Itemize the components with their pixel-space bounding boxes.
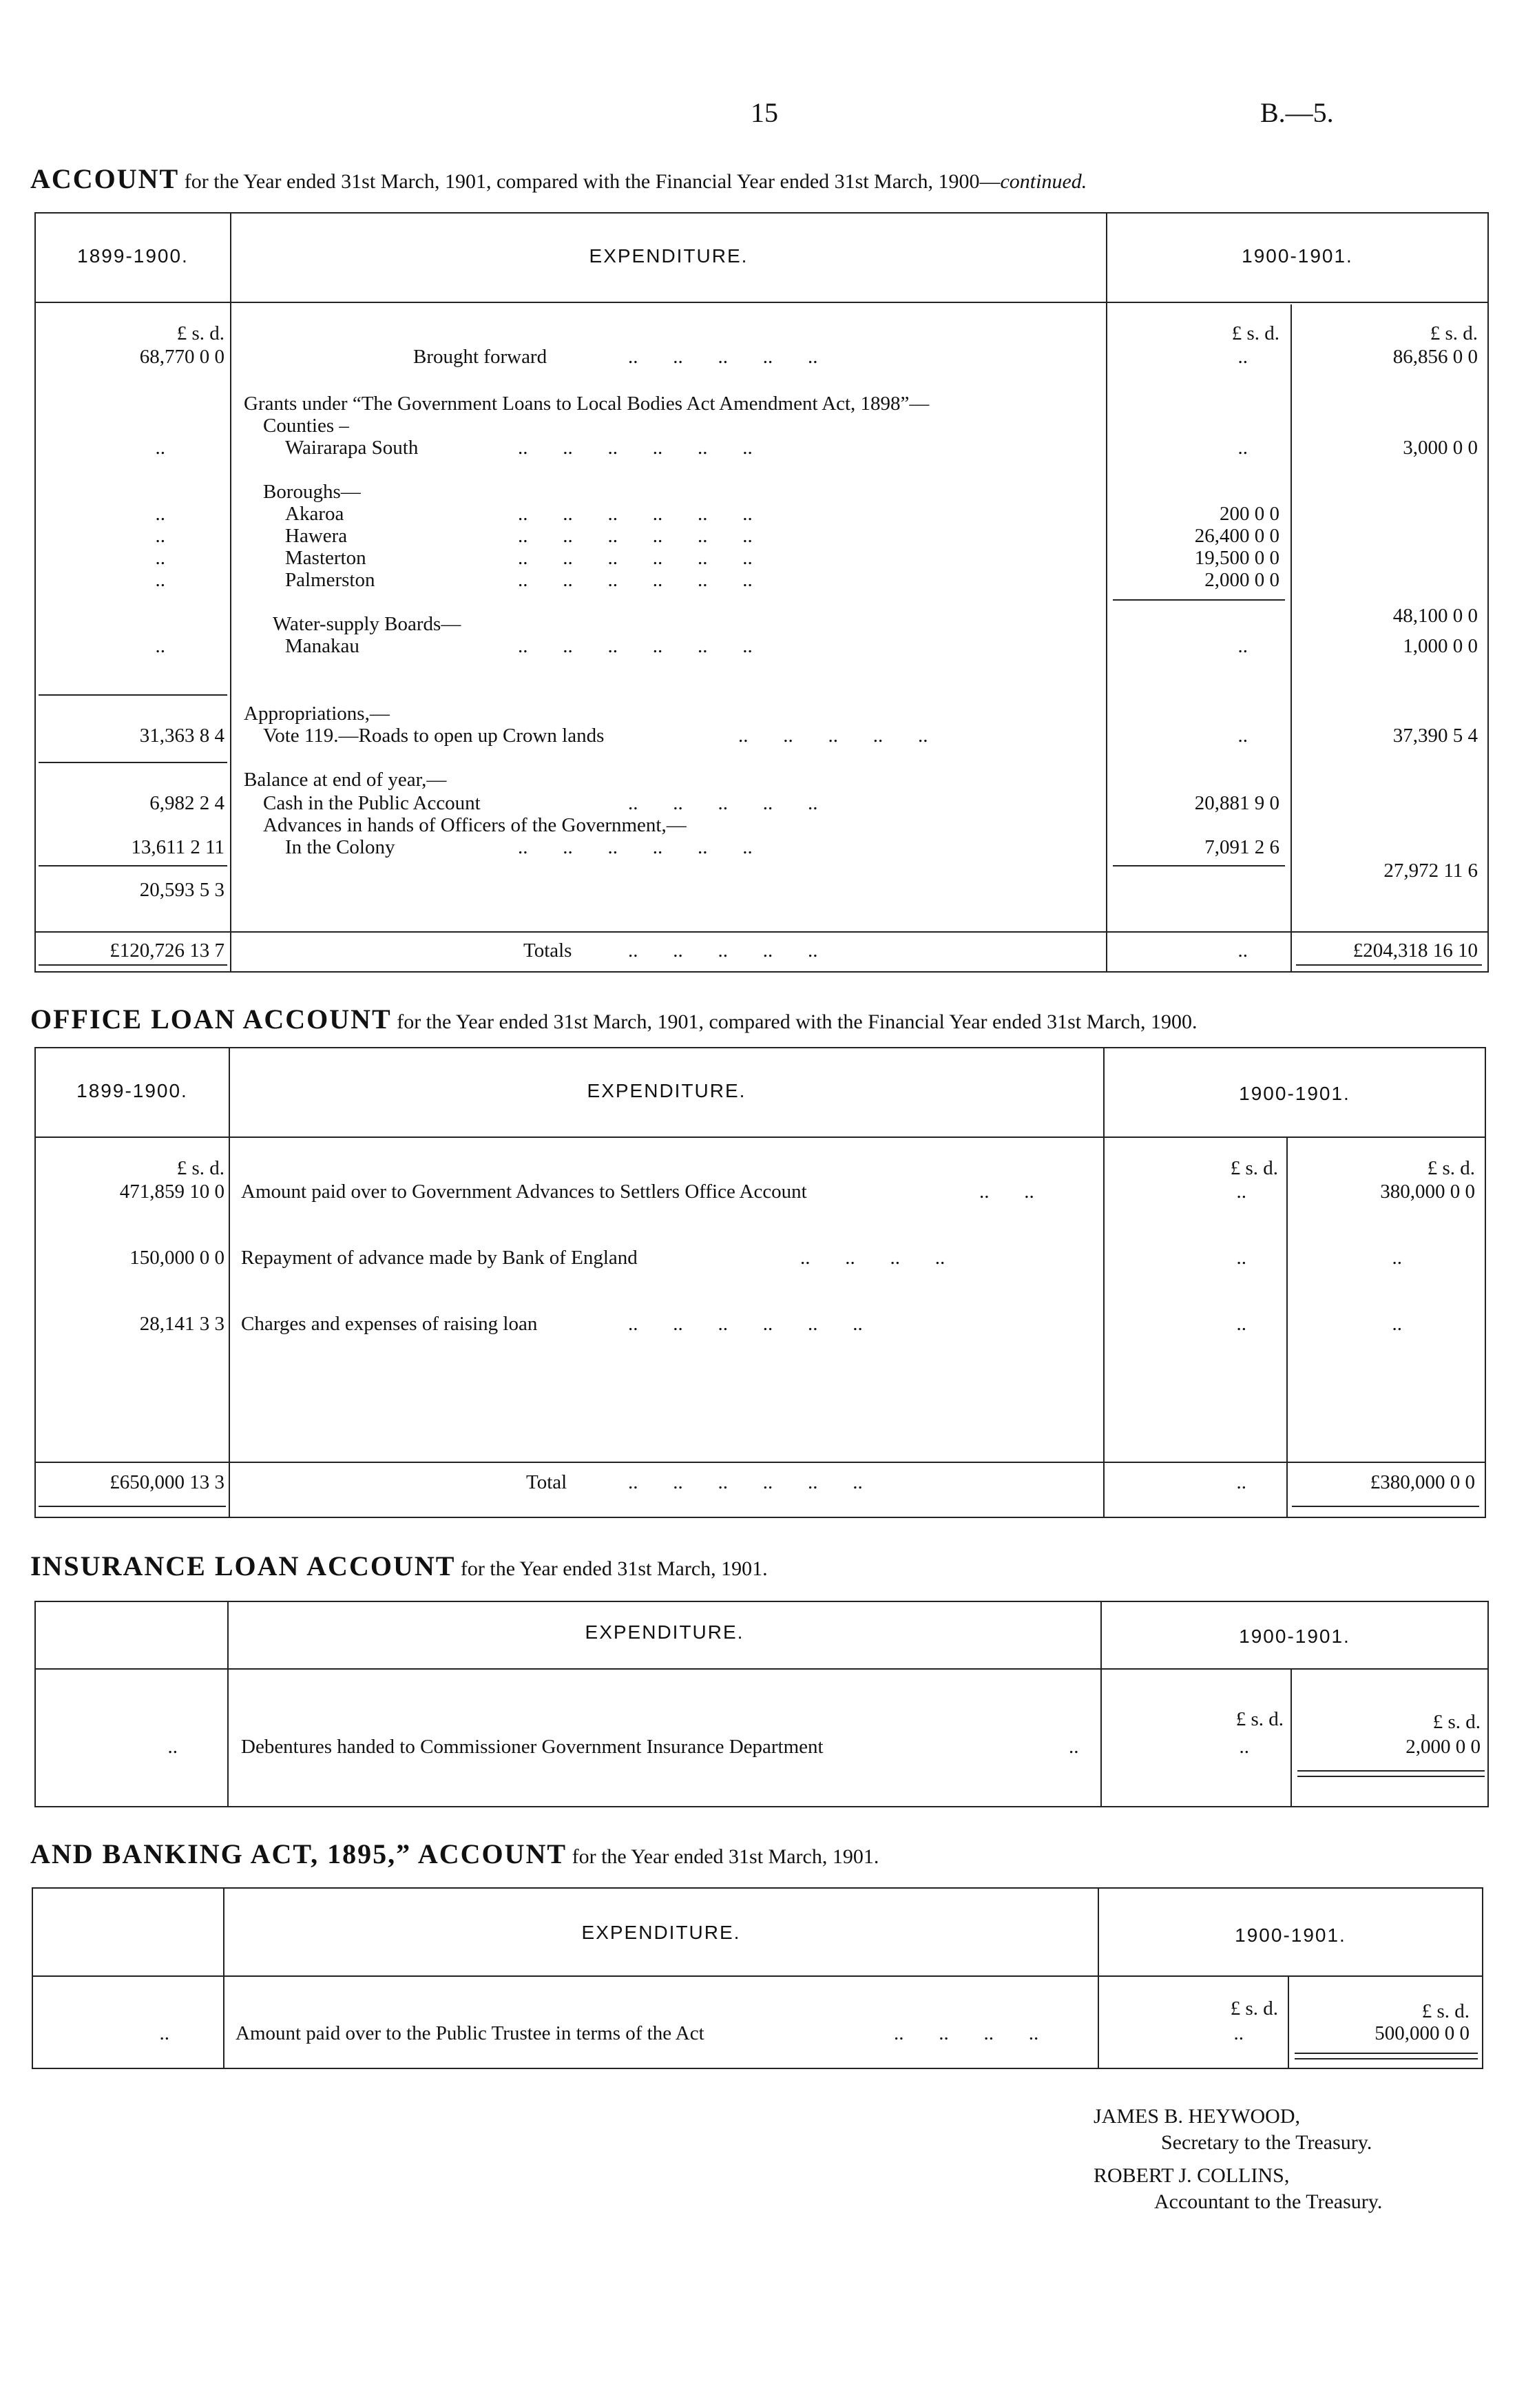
prev-charges-raising-loan: 28,141 3 3 (139, 1313, 224, 1335)
prev-palmerston: .. (155, 569, 165, 591)
a-hawera: 26,400 0 0 (1194, 525, 1279, 547)
desc-masterton: Masterton (285, 547, 366, 569)
col-header-1900-1901: 1900-1901. (1239, 1626, 1350, 1647)
col-header-1900-1901: 1900-1901. (1235, 1924, 1346, 1946)
a-public-trustee: .. (1233, 2022, 1244, 2044)
b-total: £380,000 0 0 (1370, 1471, 1475, 1493)
desc-advances-officers: Advances in hands of Officers of the Government,— (263, 814, 687, 836)
desc-palmerston: Palmerston (285, 569, 375, 591)
b-debentures: 2,000 0 0 (1405, 1736, 1481, 1758)
account1-title: ACCOUNT for the Year ended 31st March, 1901, compared with the Financial Year ended 31st March, 1900—continued. (30, 163, 1087, 194)
desc-water-supply: Water-supply Boards— (273, 613, 461, 635)
a-totals: .. (1237, 940, 1248, 962)
prev-brought-forward: 68,770 0 0 (139, 346, 224, 368)
signature-name-2: ROBERT J. COLLINS, (1094, 2164, 1290, 2187)
a-advances-settlers: .. (1236, 1181, 1246, 1203)
col-header-expenditure: EXPENDITURE. (585, 1621, 744, 1643)
b-advances-settlers: 380,000 0 0 (1380, 1181, 1475, 1203)
desc-balance: Balance at end of year,— (244, 769, 447, 791)
a-charges-raising-loan: .. (1236, 1313, 1246, 1335)
prev-bank-of-england: 150,000 0 0 (129, 1247, 224, 1269)
account3-title: INSURANCE LOAN ACCOUNT for the Year ended 31st March, 1901. (30, 1550, 768, 1581)
desc-akaroa: Akaroa (285, 503, 344, 525)
a-manakau: .. (1237, 635, 1248, 657)
b-brought-forward: 86,856 0 0 (1392, 346, 1478, 368)
desc-brought-forward: Brought forward (413, 346, 547, 368)
a-total: .. (1236, 1471, 1246, 1493)
unit-a: £ s. d. (1231, 322, 1279, 344)
b-boroughs-total: 48,100 0 0 (1392, 605, 1478, 627)
col-header-1899-1900: 1899-1900. (76, 1080, 188, 1101)
desc-advances-settlers: Amount paid over to Government Advances to Settlers Office Account (241, 1181, 807, 1203)
desc-vote-119: Vote 119.—Roads to open up Crown lands (263, 725, 605, 747)
account2-table: 1899-1900. EXPENDITURE. 1900-1901. £ s. d. £ s. d. £ s. d. 471,859 10 0 Amount paid over to Government Advances to Settlers Office Account .. .. .. 380,000 0 0 150,000 0 0 Repayment of advance made by Bank of England .. .. .. .. .. .. 28,141 3 3 Charges and expenses of raising loan .. .. .. .. .. .. .. .. £650,000 13 3 Total .. .. .. .. .. .. .. £380,000 0 0 (34, 1047, 1486, 1518)
desc-wairarapa: Wairarapa South (285, 437, 419, 459)
unit-prev: £ s. d. (176, 1157, 224, 1179)
col-header-expenditure: EXPENDITURE. (587, 1080, 746, 1101)
account1-table: 1899-1900. EXPENDITURE. 1900-1901. £ s. d. £ s. d. £ s. d. 68,770 0 0 Brought forward .. .. .. .. .. .. 86,856 0 0 Grants under “The Government Loans to Local Bodies Act Amendment Act, 1898”— Counties – .. Wairarapa South .. .. .. .. .. .. .. 3,000 0 0 Boroughs— .. Akaroa .. .. .. .. .. .. 200 0 0 .. Hawera .. .. .. .. .. .. 26,400 0 0 .. Masterton .. .. .. .. .. .. 19,500 0 0 .. Palmerston .. .. .. .. .. .. 2,000 0 0 48,100 0 0 Water-supply Boards— .. Manakau .. .. .. .. .. .. .. 1,000 0 0 Appropriations,— 31,363 8 4 Vote 119.—Roads to open up Crown lands .. .. .. .. .. .. 37,390 5 4 Balance at end of year,— 6,982 2 4 Cash in the Public Account .. .. .. .. .. 20,881 9 0 Advances in hands of Officers of the Government,— 13,611 2 11 In the Colony .. .. .. .. .. .. 7,091 2 6 27,972 11 6 20,593 5 3 £120,726 13 7 Totals .. .. .. .. .. .. £204,318 16 10 (34, 212, 1489, 973)
a-brought-forward: .. (1237, 346, 1248, 368)
page-number: 15 (751, 97, 778, 128)
a-vote-119: .. (1237, 725, 1248, 747)
signature-role-1: Secretary to the Treasury. (1161, 2131, 1372, 2154)
col-header-1900-1901: 1900-1901. (1242, 245, 1353, 267)
col-header-1899-1900: 1899-1900. (77, 245, 189, 267)
prev-total: £650,000 13 3 (109, 1471, 224, 1493)
unit-a: £ s. d. (1230, 1157, 1278, 1179)
a-bank-of-england: .. (1236, 1247, 1246, 1269)
prev-advances-settlers: 471,859 10 0 (119, 1181, 224, 1203)
a-masterton: 19,500 0 0 (1194, 547, 1279, 569)
desc-charges-raising-loan: Charges and expenses of raising loan (241, 1313, 538, 1335)
account2-title: OFFICE LOAN ACCOUNT for the Year ended 31st March, 1901, compared with the Financial Year ended 31st March, 1900. (30, 1004, 1198, 1035)
prev-wairarapa: .. (155, 437, 165, 459)
col-header-1900-1901: 1900-1901. (1239, 1083, 1350, 1104)
unit-a: £ s. d. (1230, 1997, 1278, 2020)
b-wairarapa: 3,000 0 0 (1403, 437, 1478, 459)
desc-bank-of-england: Repayment of advance made by Bank of England (241, 1247, 638, 1269)
prev-totals: £120,726 13 7 (109, 940, 224, 962)
desc-total: Total (526, 1471, 567, 1493)
unit-prev: £ s. d. (176, 322, 224, 344)
prev-masterton: .. (155, 547, 165, 569)
desc-hawera: Hawera (285, 525, 348, 547)
a-akaroa: 200 0 0 (1220, 503, 1279, 525)
a-wairarapa: .. (1237, 437, 1248, 459)
a-cash-public-account: 20,881 9 0 (1194, 792, 1279, 814)
desc-boroughs: Boroughs— (263, 481, 361, 503)
prev-debentures: .. (167, 1736, 178, 1758)
desc-appropriations: Appropriations,— (244, 703, 390, 725)
unit-b: £ s. d. (1421, 2000, 1470, 2022)
b-balance-total: 27,972 11 6 (1383, 860, 1478, 882)
prev-balance-total: 20,593 5 3 (139, 879, 224, 901)
account4-table: EXPENDITURE. 1900-1901. £ s. d. £ s. d. .. Amount paid over to the Public Trustee in terms of the Act .. .. .. .. .. 500,000 0 0 (32, 1887, 1483, 2069)
desc-debentures: Debentures handed to Commissioner Government Insurance Department (241, 1736, 824, 1758)
a-debentures: .. (1239, 1736, 1249, 1758)
prev-akaroa: .. (155, 503, 165, 525)
col-header-expenditure: EXPENDITURE. (589, 245, 749, 267)
prev-hawera: .. (155, 525, 165, 547)
signature-name-1: JAMES B. HEYWOOD, (1094, 2105, 1300, 2128)
unit-a: £ s. d. (1235, 1708, 1284, 1730)
b-manakau: 1,000 0 0 (1403, 635, 1478, 657)
col-header-expenditure: EXPENDITURE. (581, 1922, 741, 1943)
a-in-the-colony: 7,091 2 6 (1204, 836, 1279, 858)
prev-cash-public-account: 6,982 2 4 (149, 792, 224, 814)
prev-in-the-colony: 13,611 2 11 (131, 836, 224, 858)
unit-b: £ s. d. (1430, 322, 1478, 344)
desc-counties: Counties – (263, 415, 349, 437)
b-vote-119: 37,390 5 4 (1392, 725, 1478, 747)
desc-cash-public-account: Cash in the Public Account (263, 792, 481, 814)
prev-public-trustee: .. (159, 2022, 169, 2044)
prev-manakau: .. (155, 635, 165, 657)
signature-role-2: Accountant to the Treasury. (1154, 2190, 1383, 2213)
a-palmerston: 2,000 0 0 (1204, 569, 1279, 591)
unit-b: £ s. d. (1432, 1711, 1481, 1733)
b-public-trustee: 500,000 0 0 (1375, 2022, 1470, 2044)
desc-manakau: Manakau (285, 635, 359, 657)
desc-grants: Grants under “The Government Loans to Local Bodies Act Amendment Act, 1898”— (244, 393, 930, 415)
desc-public-trustee: Amount paid over to the Public Trustee in terms of the Act (236, 2022, 704, 2044)
b-bank-of-england: .. (1392, 1247, 1402, 1269)
prev-vote-119: 31,363 8 4 (139, 725, 224, 747)
page-code: B.—5. (1260, 97, 1334, 128)
account4-title: AND BANKING ACT, 1895,” ACCOUNT for the Year ended 31st March, 1901. (30, 1838, 879, 1869)
b-charges-raising-loan: .. (1392, 1313, 1402, 1335)
account3-table: EXPENDITURE. 1900-1901. £ s. d. £ s. d. .. Debentures handed to Commissioner Government Insurance Department .. .. 2,000 0 0 (34, 1601, 1489, 1807)
desc-in-the-colony: In the Colony (285, 836, 395, 858)
desc-totals: Totals (523, 940, 572, 962)
unit-b: £ s. d. (1427, 1157, 1475, 1179)
b-totals: £204,318 16 10 (1352, 940, 1478, 962)
